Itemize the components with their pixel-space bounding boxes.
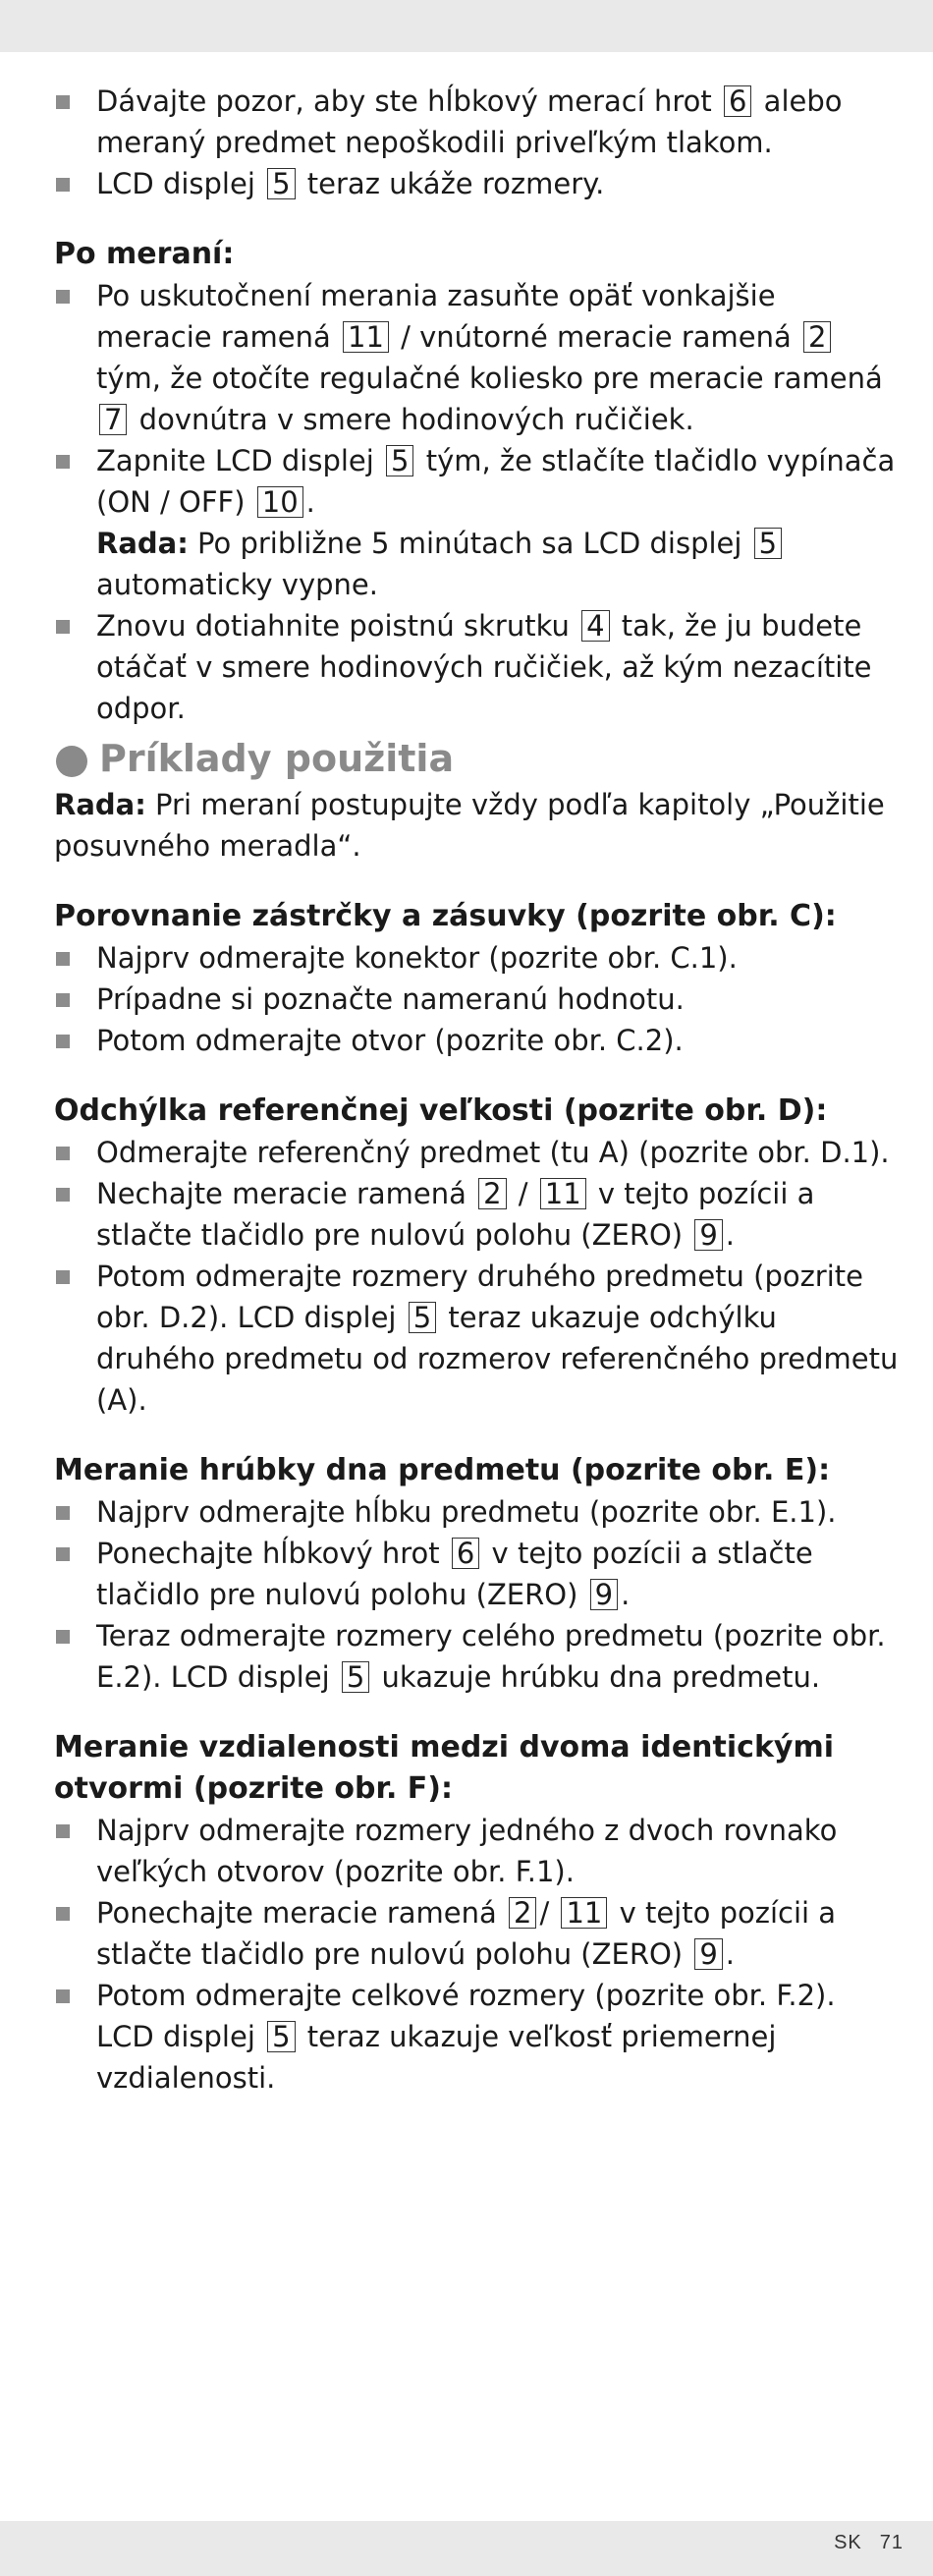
top-band	[0, 0, 933, 52]
part-number: 6	[452, 1538, 479, 1569]
tip-label: Rada:	[54, 788, 146, 821]
list-item: Prípadne si poznačte nameranú hodnotu.	[54, 979, 899, 1020]
part-number: 2	[803, 321, 831, 353]
page-section-title: Príklady použitia	[54, 733, 899, 784]
list-item: Najprv odmerajte konektor (pozrite obr. C.1).	[54, 937, 899, 979]
list-item: Najprv odmerajte hĺbku predmetu (pozrite obr. E.1).	[54, 1491, 899, 1533]
tip-paragraph: Rada: Pri meraní postupujte vždy podľa kapitoly „Použitie posuvného meradla“.	[54, 788, 885, 863]
part-number: 4	[581, 610, 609, 642]
part-number: 5	[267, 2021, 295, 2052]
list-item: Ponechajte hĺbkový hrot 6 v tejto pozícii a stlačte tlačidlo pre nulovú polohu (ZERO) 9 .	[54, 1533, 899, 1615]
list-item: Zapnite LCD displej 5 tým, že stlačíte tlačidlo vypínača (ON / OFF) 10 . Rada: Po približne 5 minútach sa LCD displej 5 automaticky vypne.	[54, 440, 899, 605]
page-footer	[834, 2532, 904, 2554]
part-number: 6	[724, 85, 751, 117]
part-number: 2	[509, 1897, 536, 1929]
list-item: Nechajte meracie ramená 2 / 11 v tejto pozícii a stlačte tlačidlo pre nulovú polohu (ZERO) 9 .	[54, 1173, 899, 1256]
list-item: Znovu dotiahnite poistnú skrutku 4 tak, že ju budete otáčať v smere hodinových ručičiek, až kým nezacítite odpor.	[54, 605, 899, 729]
list-item: Ponechajte meracie ramená 2 / 11 v tejto pozícii a stlačte tlačidlo pre nulovú polohu (ZERO) 9 .	[54, 1892, 899, 1975]
part-number: 2	[478, 1178, 506, 1209]
list-item: Teraz odmerajte rozmery celého predmetu (pozrite obr. E.2). LCD displej 5 ukazuje hrúbku dna predmetu.	[54, 1615, 899, 1698]
list-item: Potom odmerajte otvor (pozrite obr. C.2).	[54, 1020, 899, 1061]
part-number: 5	[409, 1302, 436, 1333]
list-item: Najprv odmerajte rozmery jedného z dvoch rovnako veľkých otvorov (pozrite obr. F.1).	[54, 1810, 899, 1892]
section-heading: Po meraní:	[54, 237, 235, 271]
list-item: Dávajte pozor, aby ste hĺbkový merací hrot 6 alebo meraný predmet nepoškodili priveľkým tlakom.	[54, 81, 899, 163]
part-number: 11	[343, 321, 389, 353]
page-number: 71	[879, 2532, 904, 2553]
section-heading: Odchýlka referenčnej veľkosti (pozrite obr. D):	[54, 1093, 828, 1128]
list-item: Potom odmerajte celkové rozmery (pozrite obr. F.2). LCD displej 5 teraz ukazuje veľkosť priemernej vzdialenosti.	[54, 1975, 899, 2099]
part-number: 9	[590, 1579, 618, 1610]
part-number: 9	[694, 1938, 722, 1970]
part-number: 5	[386, 445, 413, 476]
part-number: 11	[561, 1897, 607, 1929]
part-number: 7	[99, 404, 127, 435]
list-item: Potom odmerajte rozmery druhého predmetu (pozrite obr. D.2). LCD displej 5 teraz ukazuje odchýlku druhého predmetu od rozmerov referenčného predmetu (A).	[54, 1256, 899, 1421]
section-heading: Porovnanie zástrčky a zásuvky (pozrite obr. C):	[54, 899, 837, 933]
language-code: SK	[834, 2532, 862, 2553]
part-number: 11	[540, 1178, 586, 1209]
list-item: Po uskutočnení merania zasuňte opäť vonkajšie meracie ramená 11 / vnútorné meracie ramená 2 tým, že otočíte regulačné koliesko pre meracie ramená 7 dovnútra v smere hodinových ručičiek.	[54, 275, 899, 440]
section-heading: Meranie vzdialenosti medzi dvoma identickými otvormi (pozrite obr. F):	[54, 1730, 834, 1806]
list-item: Odmerajte referenčný predmet (tu A) (pozrite obr. D.1).	[54, 1132, 899, 1173]
part-number: 5	[342, 1661, 369, 1693]
section-heading: Meranie hrúbky dna predmetu (pozrite obr. E):	[54, 1453, 831, 1487]
part-number: 10	[257, 486, 303, 518]
part-number: 9	[694, 1219, 722, 1251]
list-item: LCD displej 5 teraz ukáže rozmery.	[54, 163, 899, 204]
part-number: 5	[754, 528, 782, 559]
tip-label: Rada:	[96, 527, 189, 560]
part-number: 5	[267, 168, 295, 199]
manual-page-content	[54, 81, 899, 2099]
footer-band	[0, 2521, 933, 2576]
